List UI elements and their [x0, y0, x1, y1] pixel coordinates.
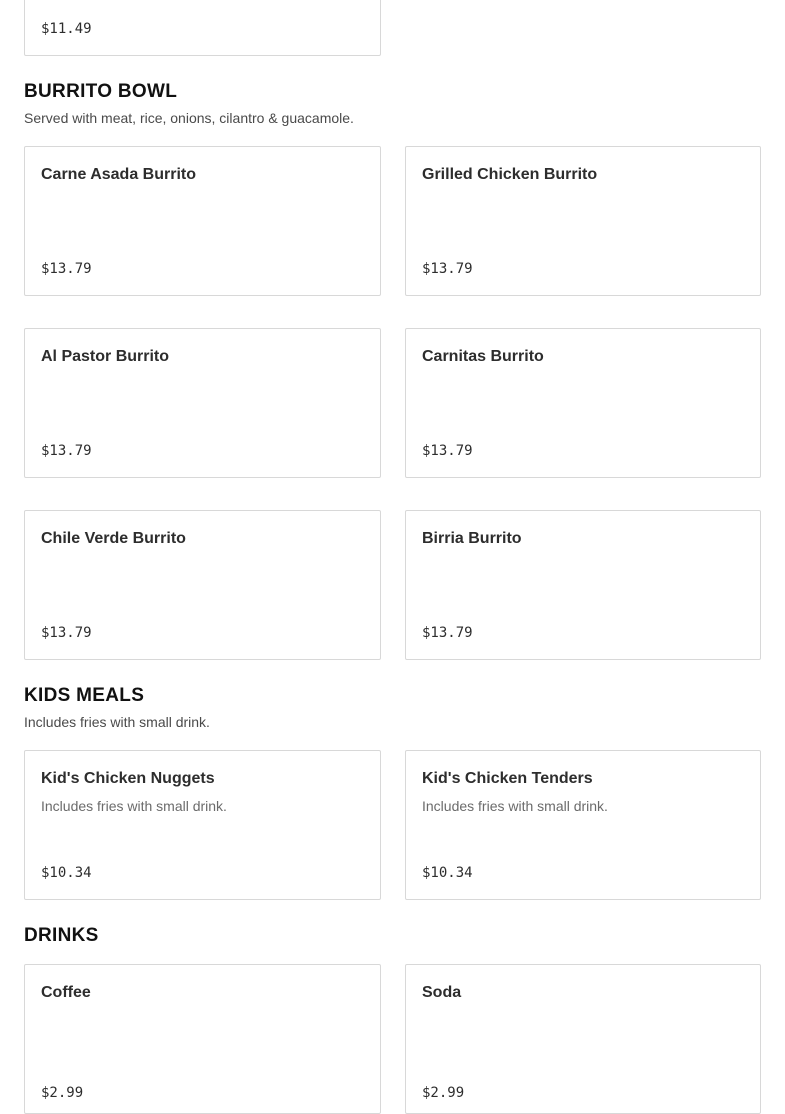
item-name: Carnitas Burrito: [422, 348, 544, 365]
item-description: Includes fries with small drink.: [41, 798, 227, 814]
menu-item-card[interactable]: [24, 0, 381, 56]
menu-item-card[interactable]: [24, 964, 381, 1114]
section-title-drinks: DRINKS: [24, 925, 99, 946]
item-name: Kid's Chicken Tenders: [422, 770, 593, 787]
item-price: $13.79: [422, 625, 473, 641]
item-name: Chile Verde Burrito: [41, 530, 186, 547]
menu-item-card[interactable]: [24, 328, 381, 478]
item-price: $10.34: [41, 865, 92, 881]
item-price: $13.79: [41, 261, 92, 277]
menu-item-card[interactable]: [405, 328, 761, 478]
menu-item-card[interactable]: [24, 510, 381, 660]
menu-item-card[interactable]: [405, 964, 761, 1114]
item-name: Soda: [422, 984, 462, 1001]
item-name: Kid's Chicken Nuggets: [41, 770, 215, 787]
item-price: $10.34: [422, 865, 473, 881]
menu-item-card[interactable]: [24, 750, 381, 900]
item-price: $11.49: [41, 21, 92, 37]
item-name: Coffee: [41, 984, 91, 1001]
item-price: $13.79: [41, 443, 92, 459]
section-description: Includes fries with small drink.: [24, 714, 210, 730]
section-title-kids-meals: KIDS MEALS: [24, 685, 145, 706]
item-price: $2.99: [422, 1085, 465, 1101]
item-name: Birria Burrito: [422, 530, 522, 547]
item-name: Carne Asada Burrito: [41, 166, 196, 183]
menu-item-card[interactable]: [405, 510, 761, 660]
menu-item-card[interactable]: [24, 146, 381, 296]
item-name: Grilled Chicken Burrito: [422, 166, 598, 183]
item-name: Al Pastor Burrito: [41, 348, 170, 365]
section-description: Served with meat, rice, onions, cilantro & guacamole.: [24, 110, 354, 126]
menu-item-card[interactable]: [405, 750, 761, 900]
item-price: $13.79: [41, 625, 92, 641]
item-price: $2.99: [41, 1085, 84, 1101]
menu-item-card[interactable]: [405, 146, 761, 296]
item-price: $13.79: [422, 261, 473, 277]
item-description: Includes fries with small drink.: [422, 798, 608, 814]
section-title-burrito-bowl: BURRITO BOWL: [24, 81, 178, 102]
item-price: $13.79: [422, 443, 473, 459]
